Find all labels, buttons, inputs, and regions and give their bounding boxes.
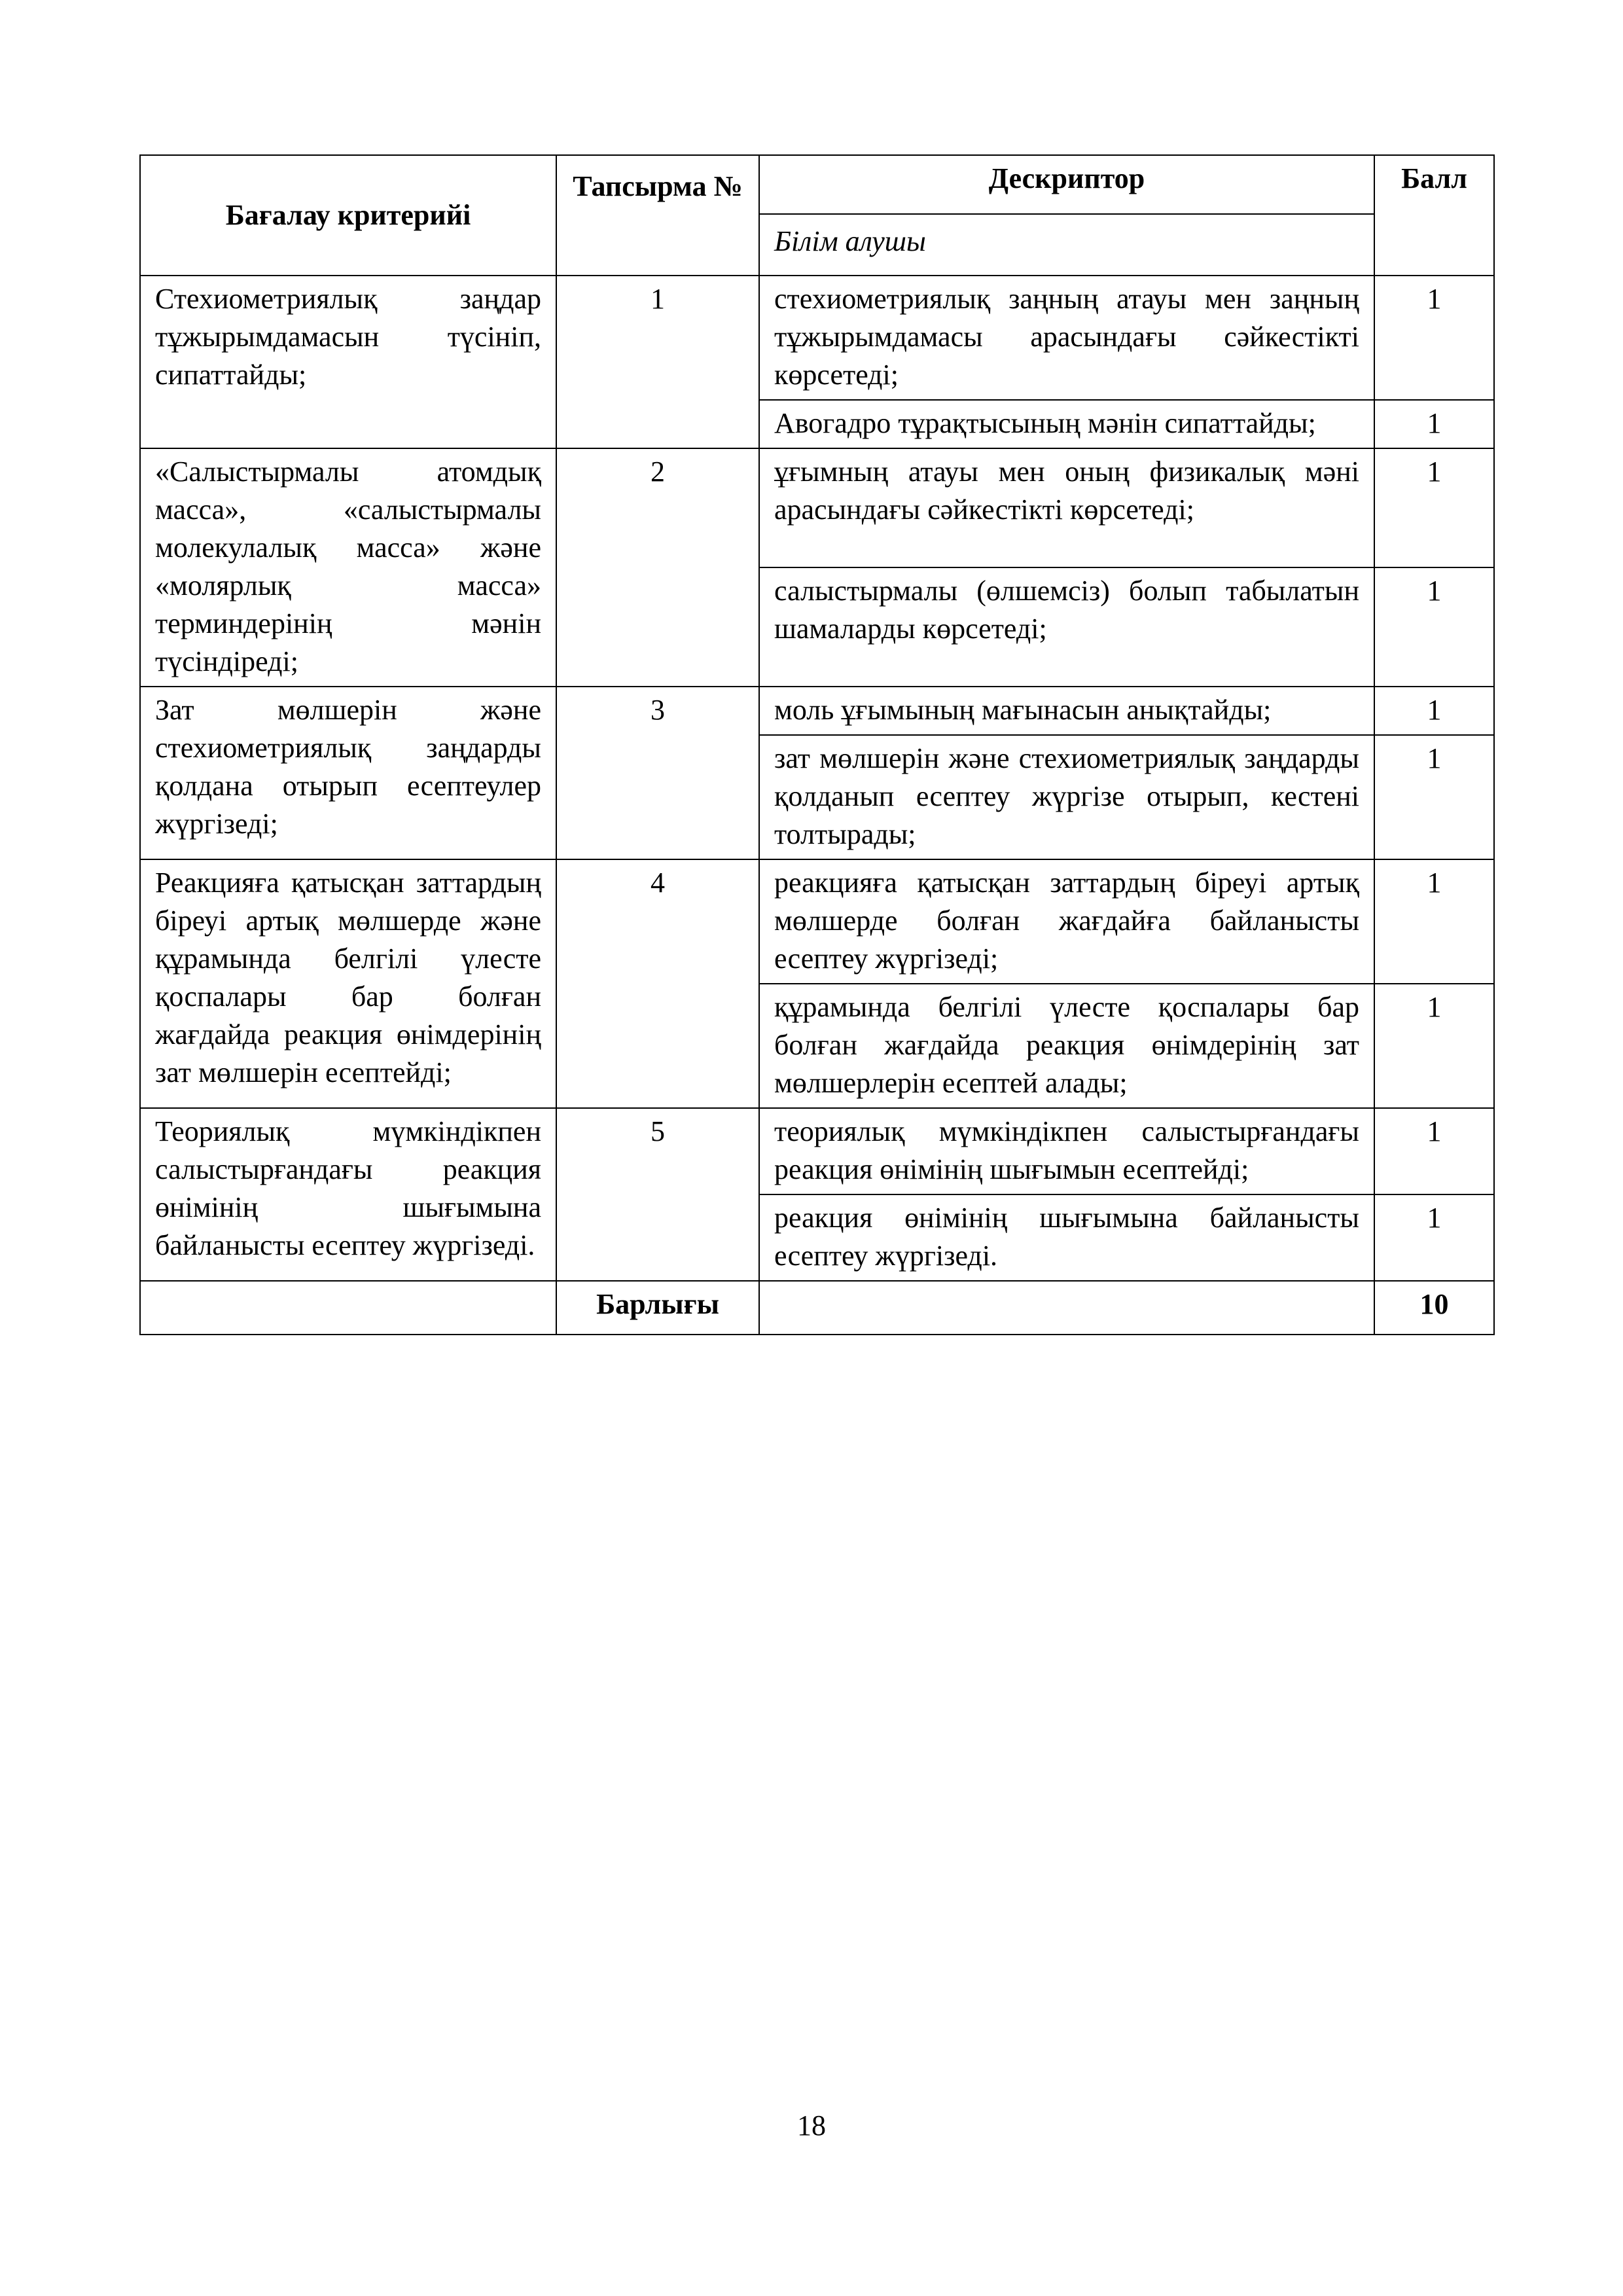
descriptor-cell: салыстырмалы (өлшемсіз) болып табылатын шамаларды көрсетеді; <box>759 567 1374 687</box>
header-task-number: Тапсырма № <box>556 155 759 276</box>
header-criterion: Бағалау критерийі <box>140 155 556 276</box>
descriptor-cell: зат мөлшерін және стехиометриялық заңдарды қолданып есептеу жүргізе отырып, кестені толтырады; <box>759 735 1374 859</box>
task-number-cell: 5 <box>556 1108 759 1281</box>
header-points: Балл <box>1374 155 1494 276</box>
header-row <box>140 155 1494 214</box>
task-number-cell: 3 <box>556 687 759 859</box>
table-row <box>140 1108 1494 1194</box>
task-number-cell: 4 <box>556 859 759 1108</box>
table-row <box>140 448 1494 567</box>
descriptor-cell: Авогадро тұрақтысының мәнін сипаттайды; <box>759 400 1374 448</box>
points-cell: 1 <box>1374 400 1494 448</box>
total-label: Барлығы <box>556 1281 759 1335</box>
points-cell: 1 <box>1374 1194 1494 1281</box>
points-cell: 1 <box>1374 984 1494 1108</box>
descriptor-cell: теориялық мүмкіндікпен салыстырғандағы реакция өнімінің шығымын есептейді; <box>759 1108 1374 1194</box>
total-points: 10 <box>1374 1281 1494 1335</box>
points-cell: 1 <box>1374 276 1494 400</box>
table-row <box>140 687 1494 735</box>
task-number-cell: 2 <box>556 448 759 687</box>
points-cell: 1 <box>1374 448 1494 567</box>
total-empty-descriptor-cell <box>759 1281 1374 1335</box>
points-cell: 1 <box>1374 687 1494 735</box>
criterion-cell: Теориялық мүмкіндікпен салыстырғандағы реакция өнімінің шығымына байланысты есептеу жүргізеді. <box>140 1108 556 1281</box>
points-cell: 1 <box>1374 859 1494 984</box>
header-descriptor: Дескриптор <box>759 155 1374 214</box>
points-cell: 1 <box>1374 1108 1494 1194</box>
descriptor-cell: моль ұғымының мағынасын анықтайды; <box>759 687 1374 735</box>
rubric-body <box>140 276 1494 1281</box>
points-cell: 1 <box>1374 735 1494 859</box>
assessment-rubric-table <box>139 154 1495 1335</box>
descriptor-cell: стехиометриялық заңның атауы мен заңның тұжырымдамасы арасындағы сәйкестікті көрсетеді; <box>759 276 1374 400</box>
table-row <box>140 276 1494 400</box>
total-empty-cell <box>140 1281 556 1335</box>
descriptor-cell: ұғымның атауы мен оның физикалық мәні арасындағы сәйкестікті көрсетеді; <box>759 448 1374 567</box>
task-number-cell: 1 <box>556 276 759 448</box>
criterion-cell: Стехиометриялық заңдар тұжырымдамасын түсініп, сипаттайды; <box>140 276 556 448</box>
header-descriptor-subtitle: Білім алушы <box>759 214 1374 276</box>
criterion-cell: «Салыстырмалы атомдық масса», «салыстырмалы молекулалық масса» және «молярлық масса» терминдерінің мәнін түсіндіреді; <box>140 448 556 687</box>
criterion-cell: Зат мөлшерін және стехиометриялық заңдарды қолдана отырып есептеулер жүргізеді; <box>140 687 556 859</box>
table-row <box>140 859 1494 984</box>
page-number: 18 <box>797 2109 826 2142</box>
descriptor-cell: құрамында белгілі үлесте қоспалары бар болған жағдайда реакция өнімдерінің зат мөлшерлерін есептей алады; <box>759 984 1374 1108</box>
descriptor-cell: реакция өнімінің шығымына байланысты есептеу жүргізеді. <box>759 1194 1374 1281</box>
descriptor-cell: реакцияға қатысқан заттардың біреуі артық мөлшерде болған жағдайға байланысты есептеу жүргізеді; <box>759 859 1374 984</box>
points-cell: 1 <box>1374 567 1494 687</box>
criterion-cell: Реакцияға қатысқан заттардың біреуі артық мөлшерде және құрамында белгілі үлесте қоспалары бар болған жағдайда реакция өнімдерінің зат мөлшерін есептейді; <box>140 859 556 1108</box>
total-row <box>140 1281 1494 1335</box>
